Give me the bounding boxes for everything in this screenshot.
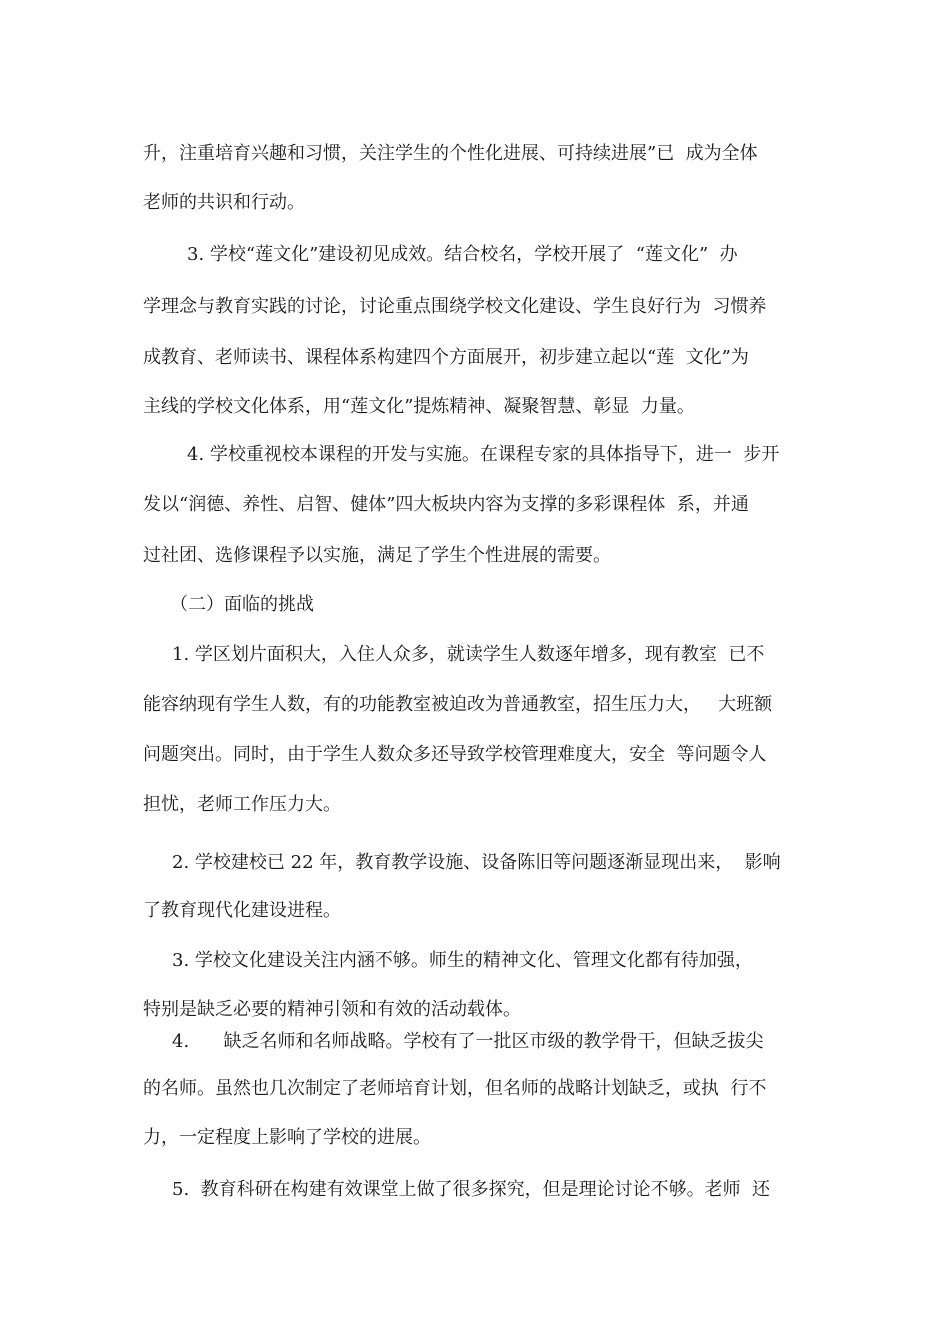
text-line: 4. 缺乏名师和名师战略。学校有了一批区市级的教学骨干，但缺乏拔尖 (172, 1031, 764, 1052)
text-line: 1. 学区划片面积大，入住人众多，就读学生人数逐年增多，现有教室 已不 (172, 644, 765, 665)
text-line: 成教育、老师读书、课程体系构建四个方面展开，初步建立起以“莲 文化”为 (143, 347, 749, 368)
text-line: 的名师。虽然也几次制定了老师培育计划，但名师的战略计划缺乏，或执 行不 (143, 1078, 767, 1099)
text-line: 学理念与教育实践的讨论，讨论重点围绕学校文化建设、学生良好行为 习惯养 (143, 296, 767, 317)
text-line: 升，注重培育兴趣和习惯，关注学生的个性化进展、可持续进展”已 成为全体 (143, 143, 758, 164)
text-line: 担忧，老师工作压力大。 (143, 794, 341, 815)
text-line: 发以“润德、养性、启智、健体”四大板块内容为支撑的多彩课程体 系，并通 (143, 494, 749, 515)
text-line: 问题突出。同时，由于学生人数众多还导致学校管理难度大，安全 等问题令人 (143, 744, 767, 765)
text-line: 5. 教育科研在构建有效课堂上做了很多探究，但是理论讨论不够。老师 还 (172, 1179, 771, 1200)
text-line: 特别是缺乏必要的精神引领和有效的活动载体。 (143, 999, 521, 1020)
text-line: 能容纳现有学生人数，有的功能教室被迫改为普通教室，招生压力大， 大班额 (143, 694, 773, 715)
text-line: 过社团、选修课程予以实施，满足了学生个性进展的需要。 (143, 545, 611, 566)
text-line: 3. 学校文化建设关注内涵不够。师生的精神文化、管理文化都有待加强， (172, 950, 753, 971)
text-line: 力，一定程度上影响了学校的进展。 (143, 1127, 431, 1148)
text-line: 了教育现代化建设进程。 (143, 900, 341, 921)
text-line: 主线的学校文化体系，用“莲文化”提炼精神、凝聚智慧、彰显 力量。 (143, 396, 695, 417)
section-heading: （二）面临的挑战 (170, 594, 314, 615)
text-line: 3. 学校“莲文化”建设初见成效。结合校名，学校开展了 “莲文化” 办 (187, 244, 738, 265)
text-line: 老师的共识和行动。 (143, 192, 305, 213)
text-line: 2. 学校建校已 22 年，教育教学设施、设备陈旧等问题逐渐显现出来， 影响 (172, 852, 781, 873)
text-line: 4. 学校重视校本课程的开发与实施。在课程专家的具体指导下，进一 步开 (187, 444, 780, 465)
